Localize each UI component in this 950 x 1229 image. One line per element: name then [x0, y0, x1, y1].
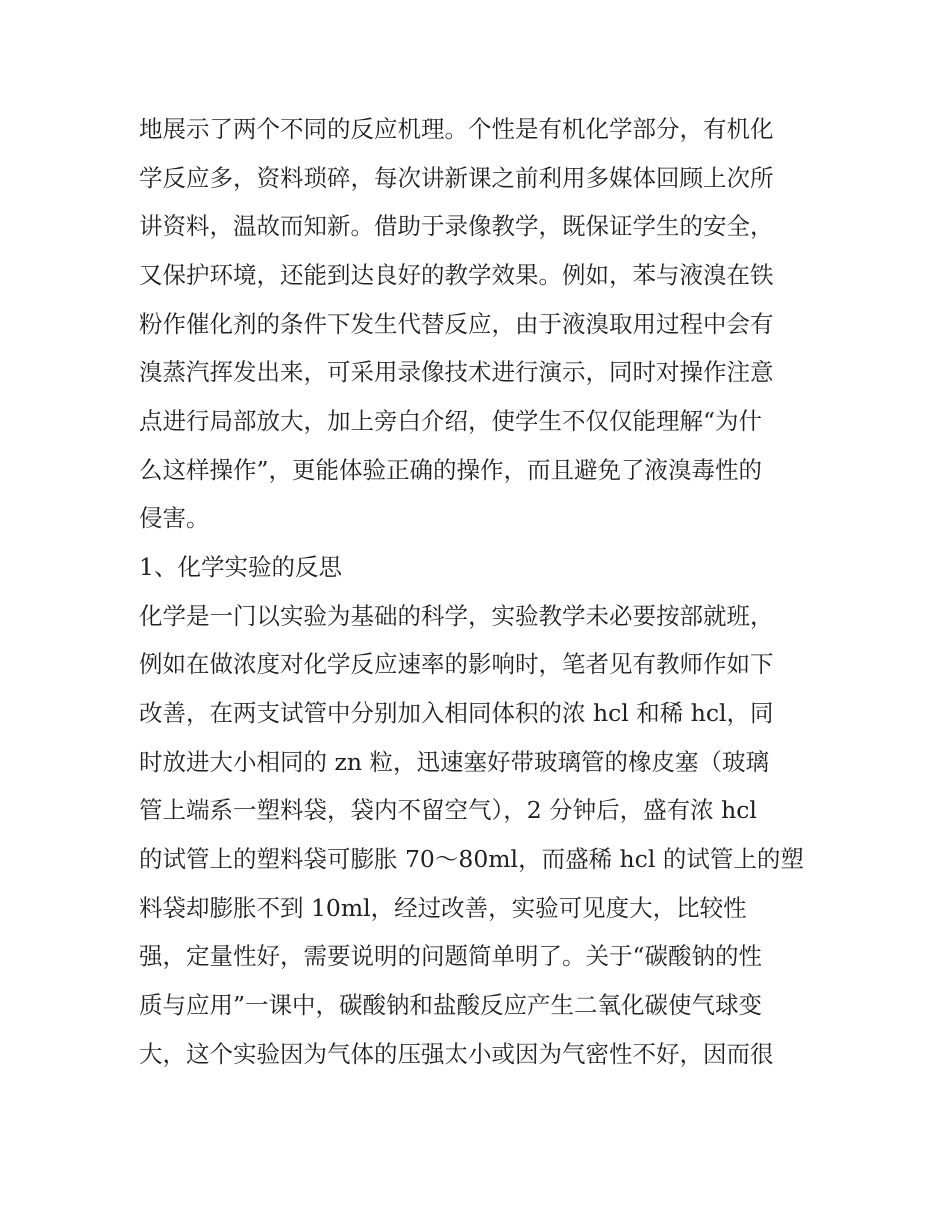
text-line: 化学是一门以实验为基础的科学，实验教学未必要按部就班， — [139, 602, 774, 630]
text-line: 粉作催化剂的条件下发生代替反应，由于液溴取用过程中会有 — [139, 310, 774, 338]
text-line: 侵害。 — [139, 504, 210, 532]
text-line: 又保护环境，还能到达良好的教学效果。例如，苯与液溴在铁 — [139, 261, 774, 289]
text-line: 质与应用”一课中，碳酸钠和盐酸反应产生二氧化碳使气球变 — [139, 991, 763, 1019]
text-line: 的试管上的塑料袋可膨胀 70～80ml，而盛稀 hcl 的试管上的塑 — [139, 845, 804, 873]
text-line: 讲资料，温故而知新。借助于录像教学，既保证学生的安全， — [139, 212, 774, 240]
text-line: 改善，在两支试管中分别加入相同体积的浓 hcl 和稀 hcl，同 — [139, 699, 774, 727]
text-line: 学反应多，资料琐碎，每次讲新课之前利用多媒体回顾上次所 — [139, 164, 774, 192]
text-line: 强，定量性好，需要说明的问题简单明了。关于“碳酸钠的性 — [139, 942, 763, 970]
text-line: 么这样操作”，更能体验正确的操作，而且避免了液溴毒性的 — [139, 456, 763, 484]
text-line: 时放进大小相同的 zn 粒，迅速塞好带玻璃管的橡皮塞（玻璃 — [139, 748, 769, 776]
text-line: 点进行局部放大，加上旁白介绍，使学生不仅仅能理解“为什 — [139, 407, 763, 435]
text-line: 溴蒸汽挥发出来，可采用录像技术进行演示，同时对操作注意 — [139, 358, 774, 386]
text-line: 地展示了两个不同的反应机理。个性是有机化学部分，有机化 — [139, 115, 774, 143]
text-line: 管上端系一塑料袋，袋内不留空气），2 分钟后，盛有浓 hcl — [139, 796, 757, 824]
text-line: 料袋却膨胀不到 10ml，经过改善，实验可见度大，比较性 — [139, 894, 747, 922]
text-line: 例如在做浓度对化学反应速率的影响时，笔者见有教师作如下 — [139, 650, 774, 678]
section-heading: 1、化学实验的反思 — [139, 553, 342, 581]
text-line: 大，这个实验因为气体的压强太小或因为气密性不好，因而很 — [139, 1040, 774, 1068]
